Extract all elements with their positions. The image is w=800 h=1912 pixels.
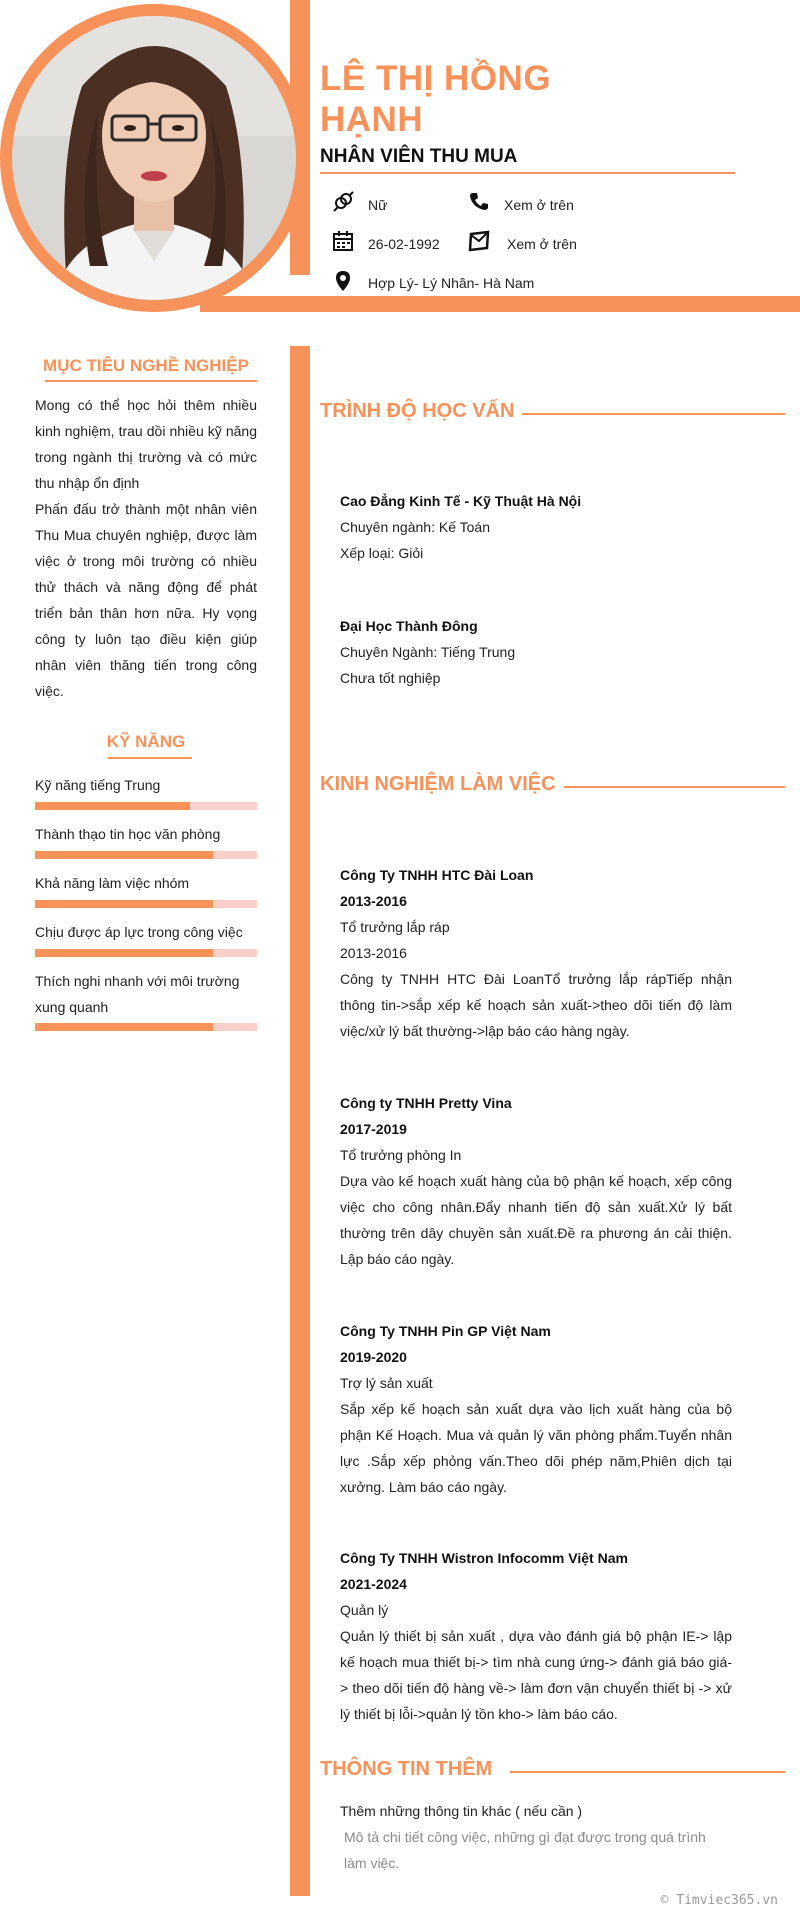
profile-name-line1: LÊ THỊ HỒNG [320,59,552,98]
profile-name [320,58,620,140]
job-description: Dựa vào kế hoạch xuất hàng của bộ phận kế hoạch, xếp công việc cho công nhân.Đẩy nhanh tiến độ sản xuất.Xử lý bất thường trên dây chuyền sản xuất.Đề ra phương án cải thiện. Lập báo cáo ngày. [340,1173,732,1267]
phone-icon [468,190,490,212]
timeline-bar [290,346,310,1896]
email-value: Xem ở trên [507,236,577,252]
job-title: NHÂN VIÊN THU MUA [320,146,518,167]
education-heading-line [510,413,785,415]
job-title-underline [320,172,735,174]
company-name: Công Ty TNHH HTC Đài Loan [340,867,534,883]
experience-heading: KINH NGHIỆM LÀM VIỆC [320,773,564,796]
skill-name: Thành thạo tin học văn phòng [35,826,221,842]
gender-value: Nữ [368,197,388,213]
skill-bar-fill [35,900,213,908]
objective-paragraph-2: Phấn đấu trở thành một nhân viên Thu Mua chuyên nghiệp, được làm việc ở trong môi trường có nhiều thử thách và năng động để phát triển bản thân hơn nữa. Hy vọng công ty luôn tạo điều kiện giúp nhân viên thăng tiến trong công việc. [35,501,257,699]
education-major: Chuyên Ngành: Tiếng Trung [340,644,516,660]
education-result: Xếp loại: Giỏi [340,545,424,561]
skill-bar [35,900,257,908]
additional-line-2: Mô tả chi tiết công việc, những gì đạt được trong quá trình làm việc. [344,1829,706,1871]
email-icon [468,230,490,252]
experience-entry [340,862,732,1044]
work-period: 2019-2020 [340,1349,407,1365]
phone-value: Xem ở trên [504,197,574,213]
additional-line-1: Thêm những thông tin khác ( nếu cần ) [340,1803,583,1819]
skills-heading-underline [108,757,192,759]
company-name: Công Ty TNHH Pin GP Việt Nam [340,1323,551,1339]
skill-bar-fill [35,851,213,859]
education-entry [340,613,732,691]
additional-heading: THÔNG TIN THÊM [320,1758,500,1781]
job-position: Tổ trưởng phòng In [340,1147,462,1163]
skill-bar-fill [35,802,190,810]
header-accent-bar [200,296,800,312]
skill-name: Chịu được áp lực trong công việc [35,924,243,940]
job-position: Quản lý [340,1602,389,1618]
job-description: Công ty TNHH HTC Đài LoanTổ trưởng lắp rápTiếp nhận thông tin->sắp xếp kế hoạch sản xuất->theo dõi tiến độ làm việc/xử lý bất thường->lập báo cáo hàng ngày. [340,971,732,1039]
experience-heading-line [555,786,785,788]
address-value: Hợp Lý- Lý Nhân- Hà Nam [368,275,535,291]
experience-entry [340,1090,732,1272]
skill-bar-fill [35,949,213,957]
work-period: 2021-2024 [340,1576,407,1592]
work-period-extra: 2013-2016 [340,945,407,961]
additional-heading-line [510,1771,785,1773]
company-name: Công Ty TNHH Wistron Infocomm Việt Nam [340,1550,628,1566]
education-result: Chưa tốt nghiệp [340,670,441,686]
school-name: Cao Đẳng Kinh Tế - Kỹ Thuật Hà Nội [340,493,582,509]
objective-text [35,392,257,704]
skills-heading: KỸ NĂNG [106,732,186,751]
education-heading: TRÌNH ĐỘ HỌC VẤN [320,400,522,423]
additional-entry [340,1798,732,1876]
skill-bar [35,802,257,810]
education-entry [340,488,732,566]
profile-name-line2: HẠNH [320,100,424,139]
company-name: Công ty TNHH Pretty Vina [340,1095,512,1111]
location-pin-icon [332,270,354,292]
skill-name: Khả năng làm việc nhóm [35,875,190,891]
skill-name: Thích nghi nhanh với môi trường xung quanh [35,973,240,1015]
work-period: 2013-2016 [340,893,407,909]
skill-name: Kỹ năng tiếng Trung [35,777,161,793]
experience-entry [340,1318,732,1500]
birthdate-value: 26-02-1992 [368,236,440,252]
gender-icon [332,190,354,212]
skill-bar [35,851,257,859]
footer-watermark: © Timviec365.vn [660,1893,778,1908]
job-position: Tổ trưởng lắp ráp [340,919,450,935]
job-position: Trợ lý sản xuất [340,1375,433,1391]
education-major: Chuyên ngành: Kế Toán [340,519,490,535]
skill-bar [35,1023,257,1031]
skill-bar-fill [35,1023,213,1031]
objective-heading-underline [45,380,257,382]
objective-paragraph-1: Mong có thể học hỏi thêm nhiều kinh nghiệm, trau dồi nhiều kỹ năng trong ngành thị trường và có mức thu nhập ổn định [35,397,257,491]
objective-heading: MỤC TIÊU NGHỀ NGHIỆP [43,356,249,375]
skill-bar [35,949,257,957]
school-name: Đại Học Thành Đông [340,618,478,634]
job-description: Sắp xếp kế hoạch sản xuất dựa vào lịch xuất hàng của bộ phận Kế Hoạch. Mua và quản lý văn phòng phẩm.Tuyển nhân lực .Sắp xếp phỏng vấn.Theo dõi phép năm,Phiên dịch tại xưởng. Làm báo cáo ngày. [340,1401,732,1495]
experience-entry [340,1545,732,1727]
work-period: 2017-2019 [340,1121,407,1137]
avatar-image [12,16,296,300]
job-description: Quản lý thiết bị sản xuất , dựa vào đánh giá bộ phận IE-> lập kế hoạch mua thiết bị-> tìm nhà cung ứng-> đánh giá báo giá-> theo dõi tiến độ hàng về-> làm đơn vận chuyển thiết bị -> xử lý thiết bị lỗi->quản lý tồn kho-> làm báo cáo. [340,1628,732,1722]
avatar [12,16,296,300]
calendar-icon [332,230,354,252]
